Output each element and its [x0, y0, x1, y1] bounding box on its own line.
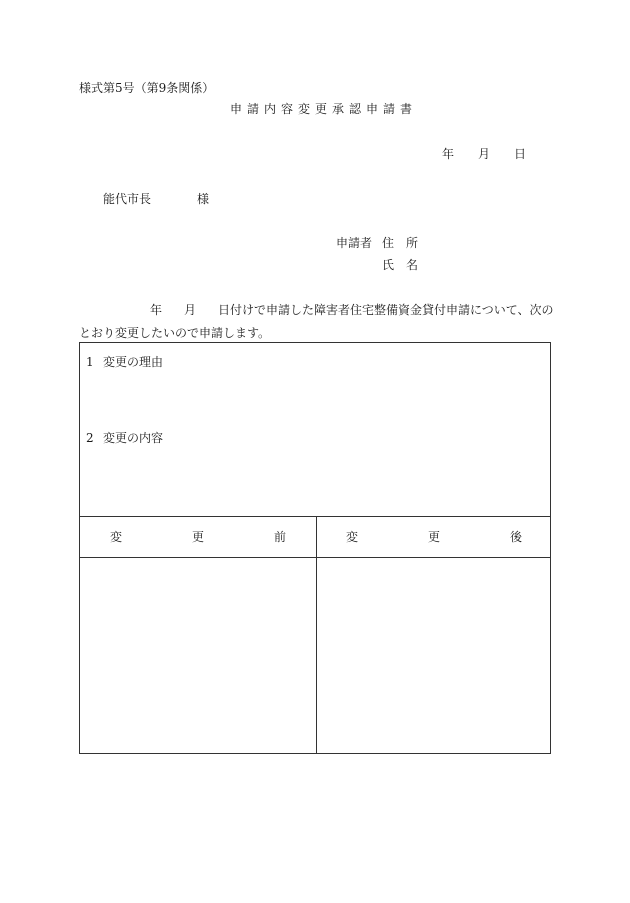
header-char: 更 — [191, 530, 204, 544]
section-label: 変更の理由 — [103, 355, 164, 369]
before-change-cell[interactable] — [80, 558, 316, 753]
form-table — [79, 342, 551, 754]
document-title: 申請内容変更承認申請書 — [230, 102, 418, 116]
header-char: 後 — [509, 530, 522, 544]
applicant-name-row — [382, 258, 418, 272]
section-label: 変更の内容 — [103, 431, 164, 445]
section-content — [86, 431, 163, 445]
date-day-label: 日 — [514, 147, 527, 161]
section-reason — [86, 355, 163, 369]
addressee — [103, 192, 209, 206]
body-month-label: 月 — [184, 303, 197, 317]
body-line-2: とおり変更したいので申請します。 — [79, 326, 271, 340]
body-line-1 — [150, 303, 554, 317]
body-line-1-text: 日付けで申請した障害者住宅整備資金貸付申請について、次の — [218, 303, 554, 317]
addressee-honorific: 様 — [197, 192, 210, 206]
date-month-label: 月 — [478, 147, 491, 161]
body-year-label: 年 — [150, 303, 163, 317]
applicant-address-row — [336, 236, 418, 250]
date-year-label: 年 — [442, 147, 455, 161]
form-number: 様式第5号（第9条関係） — [79, 81, 215, 95]
header-char: 前 — [273, 530, 286, 544]
addressee-name: 能代市長 — [103, 192, 152, 206]
table-divider-top — [80, 516, 550, 517]
after-change-header — [346, 530, 522, 544]
applicant-role: 申請者 — [336, 236, 373, 250]
section-number: 2 — [86, 431, 94, 445]
date-line — [442, 147, 526, 161]
address-label: 住 所 — [382, 236, 419, 250]
header-char: 更 — [427, 530, 440, 544]
header-char: 変 — [346, 530, 359, 544]
before-change-header — [110, 530, 286, 544]
after-change-cell[interactable] — [317, 558, 550, 753]
header-char: 変 — [110, 530, 123, 544]
section-number: 1 — [86, 355, 94, 369]
name-label: 氏 名 — [382, 258, 419, 272]
